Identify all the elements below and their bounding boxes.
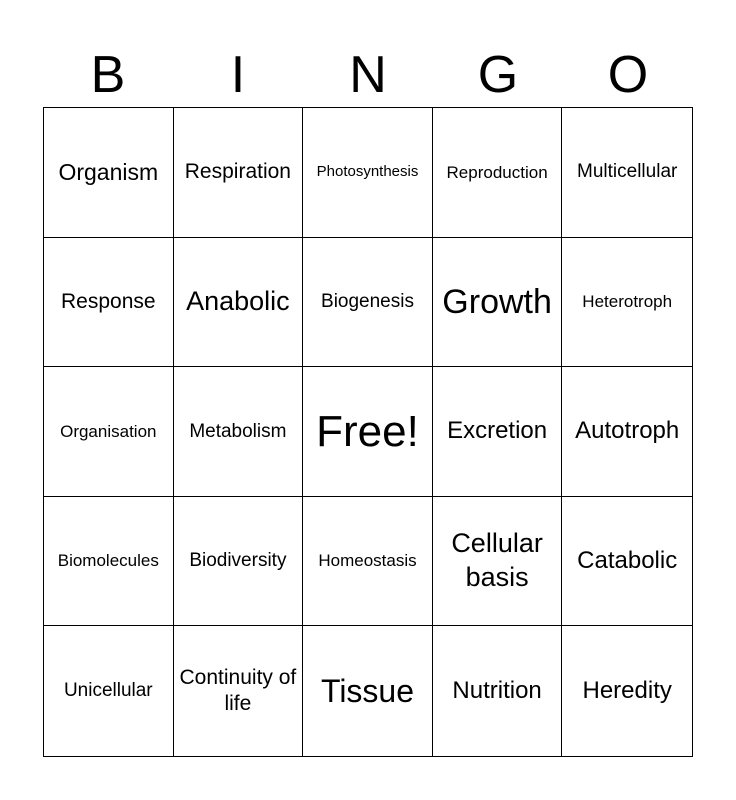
header-letter-g: G xyxy=(477,46,519,104)
bingo-cell[interactable]: Excretion xyxy=(433,367,563,497)
header-letter-o: O xyxy=(607,46,649,104)
bingo-cell[interactable]: Organism xyxy=(44,108,174,238)
bingo-cell[interactable]: Autotroph xyxy=(562,367,692,497)
bingo-cell[interactable]: Respiration xyxy=(174,108,304,238)
bingo-cell[interactable]: Cellular basis xyxy=(433,497,563,627)
free-space-cell[interactable]: Free! xyxy=(303,367,433,497)
bingo-cell[interactable]: Photosynthesis xyxy=(303,108,433,238)
header-letter-b: B xyxy=(90,46,126,104)
bingo-cell[interactable]: Growth xyxy=(433,238,563,368)
bingo-cell[interactable]: Reproduction xyxy=(433,108,563,238)
header-letter-n: N xyxy=(349,46,387,104)
bingo-cell[interactable]: Biogenesis xyxy=(303,238,433,368)
bingo-cell[interactable]: Heredity xyxy=(582,677,672,705)
bingo-cell[interactable]: Response xyxy=(44,238,174,368)
header-letter-i: I xyxy=(230,46,246,104)
bingo-cell[interactable]: Biodiversity xyxy=(174,497,304,627)
bingo-header xyxy=(43,44,693,106)
bingo-cell[interactable]: Metabolism xyxy=(174,367,304,497)
bingo-board xyxy=(43,107,693,757)
bingo-cell[interactable]: Continuity of life xyxy=(174,626,304,756)
bingo-cell[interactable]: Heterotroph xyxy=(562,238,692,368)
bingo-cell[interactable]: Nutrition xyxy=(433,626,563,756)
bingo-cell[interactable]: Homeostasis xyxy=(303,497,433,627)
bingo-cell[interactable]: Biomolecules xyxy=(44,497,174,627)
bingo-cell[interactable]: Tissue xyxy=(303,626,433,756)
bingo-cell[interactable]: Organisation xyxy=(44,367,174,497)
bingo-cell[interactable]: Anabolic xyxy=(174,238,304,368)
bingo-cell[interactable]: Unicellular xyxy=(44,626,174,756)
bingo-cell[interactable]: Catabolic xyxy=(562,497,692,627)
bingo-cell[interactable]: Multicellular xyxy=(562,108,692,238)
